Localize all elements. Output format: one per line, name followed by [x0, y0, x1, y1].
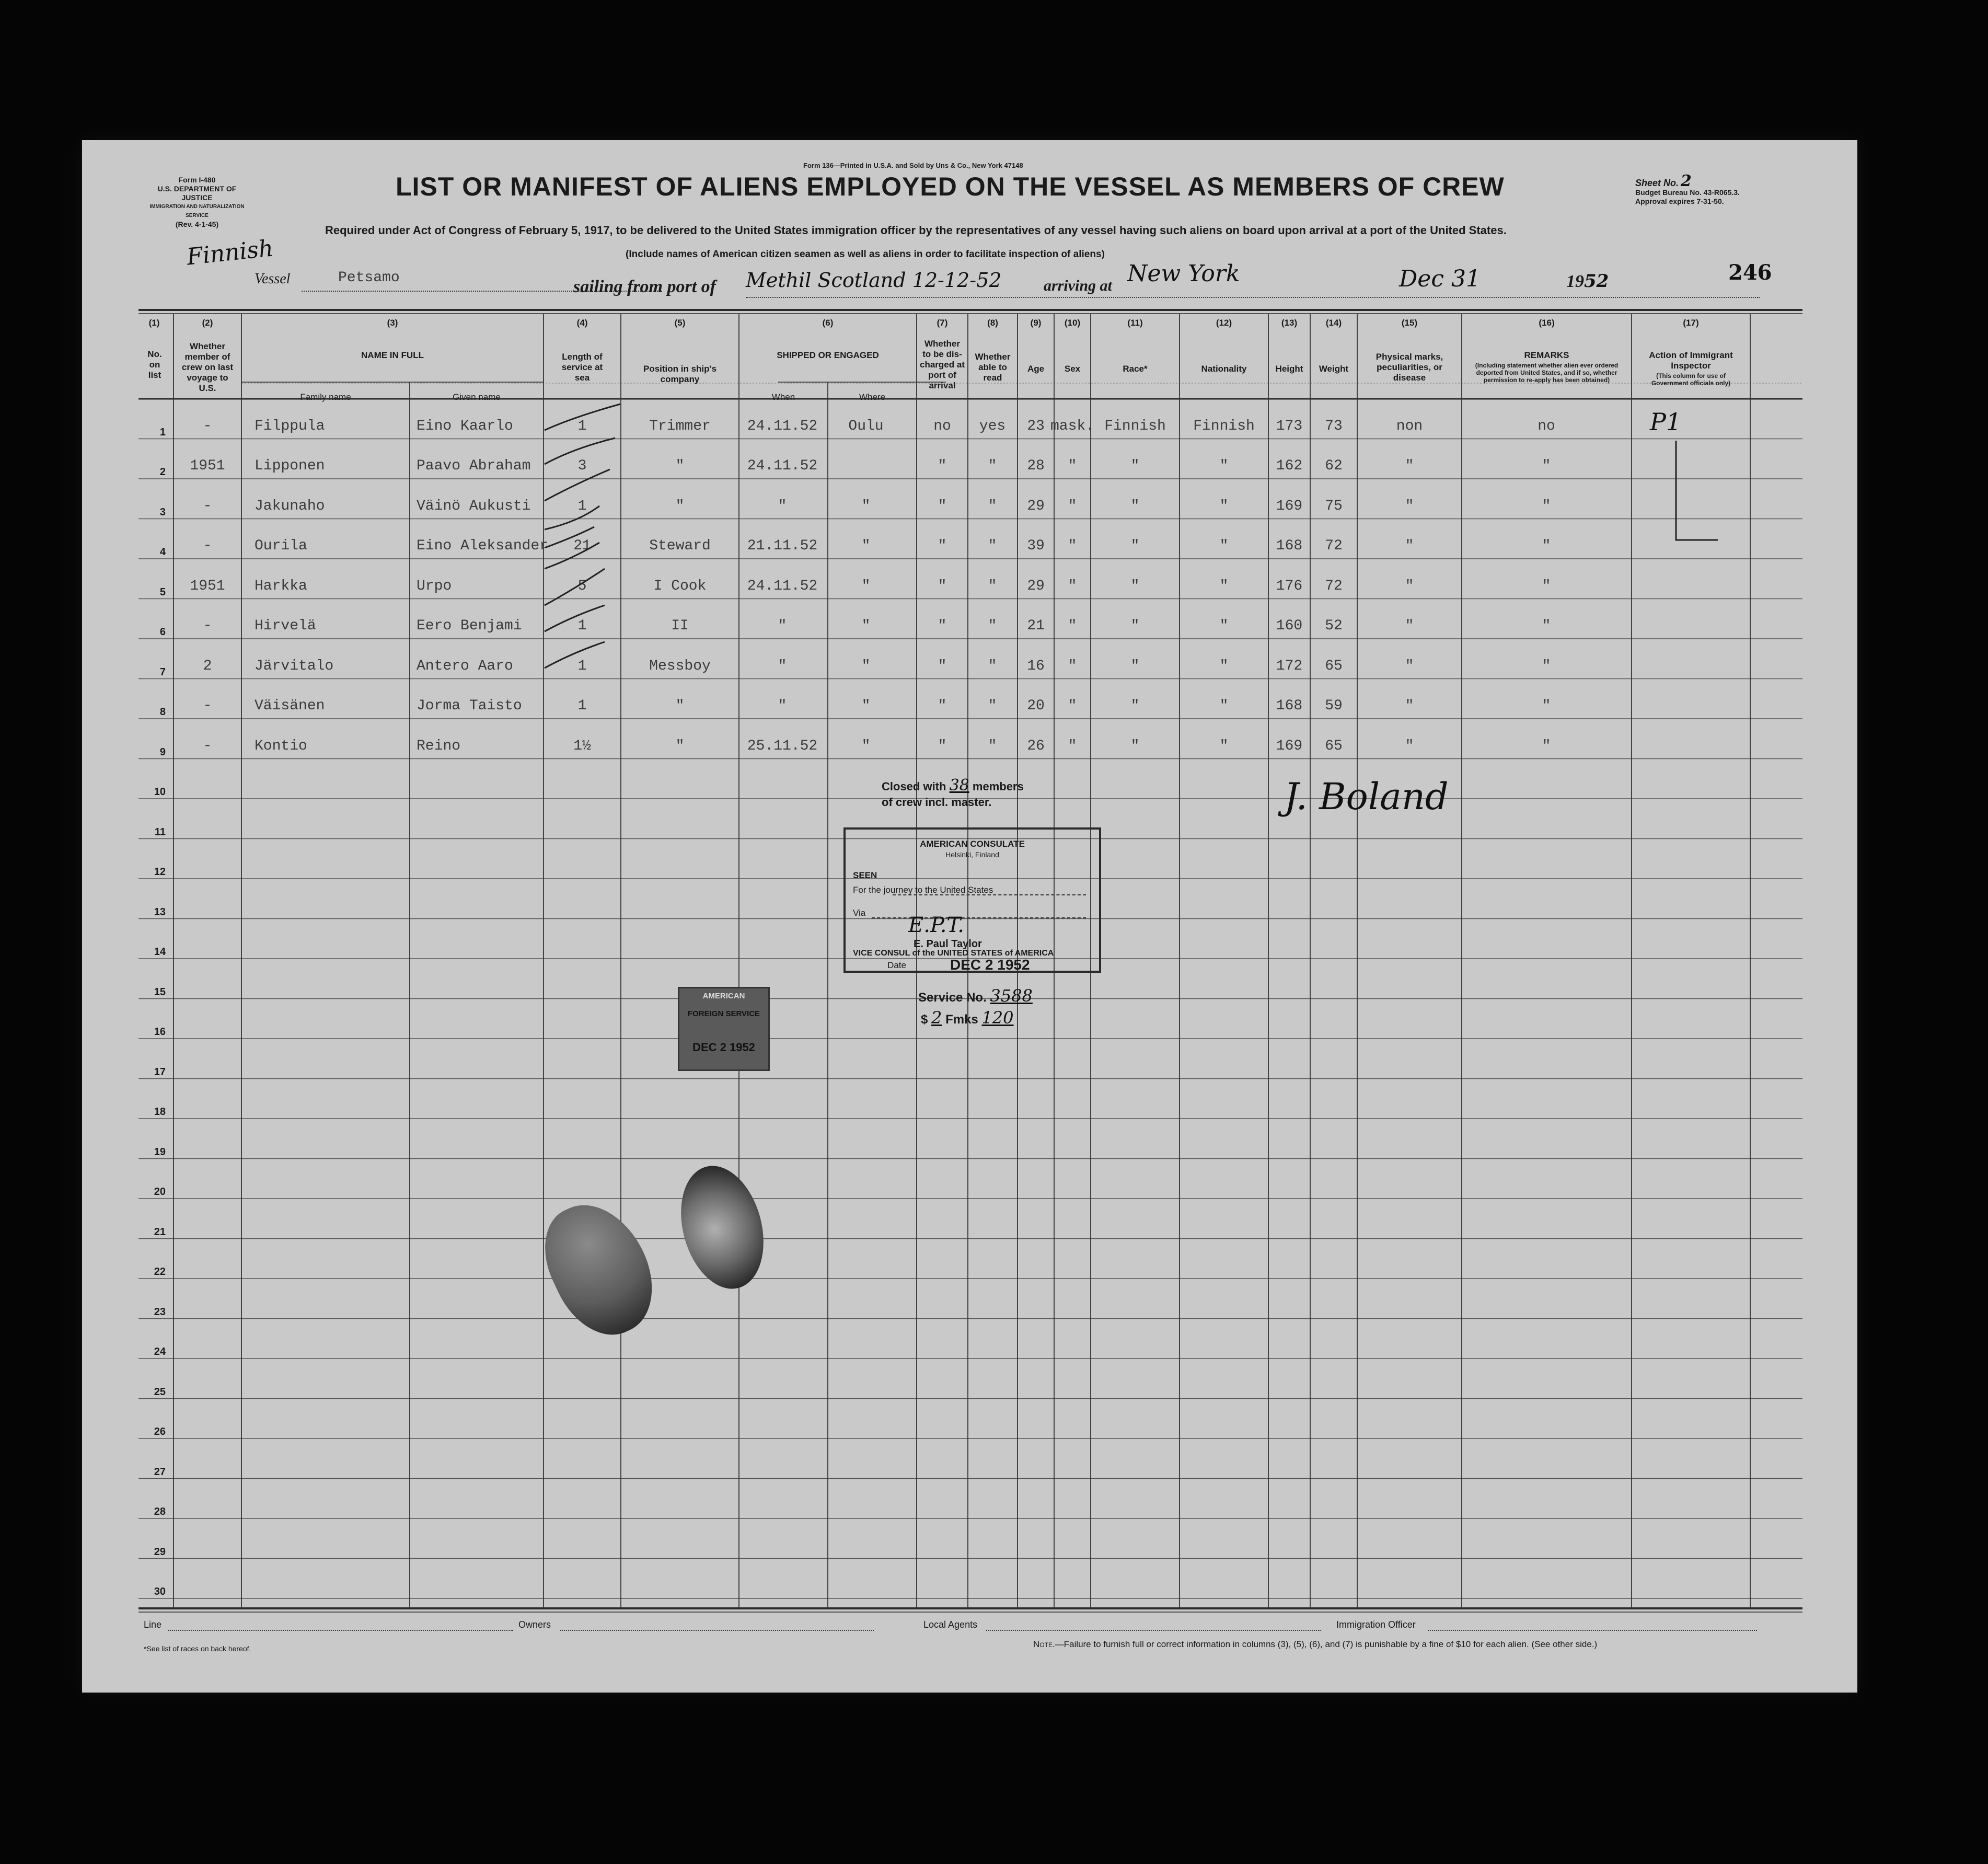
cell-position: "	[675, 698, 685, 714]
col-10-label: Sex	[1064, 364, 1081, 374]
cell-remarks: "	[1542, 738, 1551, 754]
cell-where: "	[861, 738, 871, 754]
consulate-title: AMERICAN CONSULATE	[920, 839, 1025, 849]
cell-position: I Cook	[653, 578, 707, 594]
cell-sex: "	[1068, 738, 1077, 754]
cell-read: "	[988, 738, 997, 754]
cell-remarks: "	[1542, 538, 1551, 554]
cell-sex: "	[1068, 698, 1077, 714]
col-2-label: Whether member of crew on last voyage to U.S.	[181, 341, 234, 393]
cell-weight: 62	[1325, 458, 1343, 474]
row-number: 18	[154, 1106, 166, 1118]
cell-family: Filppula	[255, 418, 325, 434]
cell-given: Reino	[417, 738, 461, 754]
cell-when: "	[778, 658, 787, 674]
row-number: 21	[154, 1226, 166, 1238]
col-3-given: Given name	[453, 392, 501, 402]
cell-family: Ourila	[255, 538, 307, 554]
row-number: 27	[154, 1466, 166, 1478]
row-number: 7	[159, 666, 166, 678]
cell-where: "	[861, 658, 871, 674]
cell-position: "	[675, 498, 685, 514]
fee-stamp-top: AMERICAN	[702, 992, 745, 1000]
cell-prev: 2	[203, 658, 212, 674]
col-15-num: (15)	[1401, 318, 1418, 328]
col-6-where: Where	[859, 392, 886, 402]
footer-owners-label: Owners	[518, 1619, 551, 1630]
fee-revenue-stamp	[678, 987, 770, 1071]
cell-weight: 59	[1325, 698, 1343, 714]
row-number: 11	[154, 826, 166, 838]
row-number: 2	[159, 466, 166, 478]
col-13-num: (13)	[1281, 318, 1298, 328]
cell-position: "	[675, 458, 685, 474]
cell-sex: "	[1068, 658, 1077, 674]
col-11-label: Race*	[1123, 364, 1148, 374]
fee-line	[921, 1008, 1014, 1028]
col-3-family: Family name	[300, 392, 351, 402]
cell-discharged: "	[938, 618, 947, 634]
cell-prev: -	[203, 538, 212, 554]
row-number: 17	[154, 1066, 166, 1078]
cell-marks: "	[1405, 578, 1414, 594]
cell-sex: "	[1068, 458, 1077, 474]
cell-marks: "	[1405, 538, 1414, 554]
cell-sex: mask.	[1050, 418, 1094, 434]
cell-service: 1	[577, 618, 587, 634]
cell-read: "	[988, 458, 997, 474]
consulate-via: Via	[853, 908, 866, 918]
cell-service: 21	[573, 538, 591, 554]
row-number: 24	[154, 1346, 166, 1357]
cell-position: Messboy	[649, 658, 711, 674]
col-11-num: (11)	[1127, 318, 1143, 328]
cell-weight: 65	[1325, 658, 1343, 674]
row-number: 19	[154, 1146, 166, 1158]
year-prefix: 19	[1566, 272, 1584, 291]
department: U.S. DEPARTMENT OF JUSTICE	[157, 185, 237, 202]
col-5-num: (5)	[674, 318, 686, 328]
cell-marks: "	[1405, 618, 1414, 634]
cell-race: "	[1130, 538, 1140, 554]
cell-nationality: "	[1219, 658, 1229, 674]
row-number: 26	[154, 1426, 166, 1437]
cell-nationality: "	[1219, 538, 1229, 554]
consulate-city: Helsinki, Finland	[945, 850, 999, 859]
cell-age: 28	[1027, 458, 1045, 474]
closing-line-1	[882, 778, 1024, 795]
required-text: Required under Act of Congress of February 5, 1917, to be delivered to the United States immigration officer by the representatives of any vessel having such aliens on board upon arrival at a port of the United States.	[325, 224, 1507, 237]
cell-given: Paavo Abraham	[417, 458, 531, 474]
cell-race: "	[1130, 658, 1140, 674]
fee-stamp-middle: FOREIGN SERVICE	[687, 1009, 760, 1018]
cell-service: 5	[577, 578, 587, 594]
cell-family: Harkka	[255, 578, 307, 594]
row-number: 5	[159, 586, 166, 598]
footer-line-label: Line	[144, 1619, 162, 1630]
cell-marks: "	[1405, 458, 1414, 474]
sailing-port: Methil Scotland 12-12-52	[746, 269, 1002, 292]
col-4-label: Length of service at sea	[561, 352, 603, 383]
cell-family: Väisänen	[255, 698, 325, 714]
row-number: 28	[154, 1506, 166, 1517]
row-number: 3	[159, 506, 166, 518]
cell-nationality: "	[1219, 578, 1229, 594]
arriving-label: arriving at	[1044, 277, 1112, 294]
cell-service: 1	[577, 698, 587, 714]
cell-where: "	[861, 698, 871, 714]
manifest-sheet	[82, 140, 1857, 1693]
col-7-label: Whether to be dis-charged at port of arrival	[920, 339, 965, 390]
footer-agents-underline	[986, 1630, 1321, 1631]
cell-race: "	[1130, 698, 1140, 714]
cell-family: Lipponen	[255, 458, 325, 474]
consulate-seen: SEEN	[853, 870, 877, 880]
footer-races-note: *See list of races on back hereof.	[144, 1644, 251, 1653]
cell-given: Urpo	[417, 578, 452, 594]
cell-weight: 72	[1325, 538, 1343, 554]
col-12-num: (12)	[1216, 318, 1232, 328]
cell-weight: 52	[1325, 618, 1343, 634]
cell-given: Antero Aaro	[417, 658, 513, 674]
fee-marks: 120	[981, 1008, 1014, 1028]
row-number: 1	[159, 426, 166, 438]
col-2-num: (2)	[202, 318, 213, 328]
cell-service: 1	[577, 418, 587, 434]
col-12-label: Nationality	[1201, 364, 1247, 374]
row-number: 16	[154, 1026, 166, 1038]
cell-race: "	[1130, 578, 1140, 594]
cell-weight: 73	[1325, 418, 1343, 434]
cell-where: "	[861, 578, 871, 594]
col-16-sub: (Including statement whether alien ever ordered deported from United States, and if so, whether permission to re-apply has been obtained)	[1475, 362, 1619, 384]
cell-when: 24.11.52	[747, 458, 818, 474]
cell-discharged: "	[938, 458, 947, 474]
col-17-label: Action of Immigrant Inspector	[1649, 350, 1733, 371]
cell-read: "	[988, 618, 997, 634]
consul-initials: E.P.T.	[908, 913, 964, 937]
consul-name: E. Paul Taylor	[914, 938, 982, 950]
cell-family: Jakunaho	[255, 498, 325, 514]
cell-age: 23	[1027, 418, 1045, 434]
closing-label: Closed with	[882, 780, 946, 793]
col-6-label: SHIPPED OR ENGAGED	[777, 350, 879, 360]
cell-when: "	[778, 618, 787, 634]
cell-position: "	[675, 738, 685, 754]
page-number: 246	[1728, 260, 1772, 285]
row-number: 25	[154, 1386, 166, 1398]
col-17-sub: (This column for use of Government officials only)	[1651, 372, 1731, 387]
cell-position: Trimmer	[649, 418, 711, 434]
cell-prev: -	[203, 498, 212, 514]
row-number: 13	[154, 906, 166, 918]
col-7-num: (7)	[937, 318, 948, 328]
page-title: LIST OR MANIFEST OF ALIENS EMPLOYED ON THE VESSEL AS MEMBERS OF CREW	[396, 172, 1505, 201]
cell-age: 29	[1027, 578, 1045, 594]
arriving-port: New York	[1127, 260, 1240, 287]
cell-nationality: Finnish	[1193, 418, 1255, 434]
cell-height: 160	[1276, 618, 1303, 634]
cell-height: 168	[1276, 538, 1303, 554]
vessel-label: Vessel	[255, 271, 291, 287]
cell-when: 25.11.52	[747, 738, 818, 754]
col-9-label: Age	[1027, 364, 1045, 374]
cell-where: "	[861, 538, 871, 554]
footer-officer-label: Immigration Officer	[1336, 1619, 1416, 1630]
cell-given: Väinö Aukusti	[417, 498, 531, 514]
service-name: IMMIGRATION AND NATURALIZATION SERVICE	[149, 204, 245, 218]
cell-nationality: "	[1219, 458, 1229, 474]
cell-remarks: "	[1542, 698, 1551, 714]
cell-remarks: "	[1542, 458, 1551, 474]
cell-remarks: "	[1542, 618, 1551, 634]
col-5-label: Position in ship's company	[643, 364, 717, 384]
printer-line: Form 136—Printed in U.S.A. and Sold by Uns & Co., New York 47148	[803, 162, 1023, 169]
cell-when: "	[778, 498, 787, 514]
crew-count: 38	[949, 776, 969, 795]
consul-office: VICE CONSUL of the UNITED STATES of AMERICA	[853, 949, 1054, 958]
row-number: 22	[154, 1266, 166, 1278]
row-number: 8	[159, 706, 166, 718]
cell-remarks: "	[1542, 498, 1551, 514]
cell-service: 1½	[573, 738, 591, 754]
col-9-num: (9)	[1030, 318, 1042, 328]
cell-prev: -	[203, 418, 212, 434]
row-number: 15	[154, 986, 166, 998]
cell-sex: "	[1068, 538, 1077, 554]
fee-dollars: 2	[931, 1008, 942, 1028]
cell-where: "	[861, 498, 871, 514]
cell-discharged: "	[938, 658, 947, 674]
row-number: 30	[154, 1586, 166, 1597]
cell-when: 21.11.52	[747, 538, 818, 554]
cell-height: 169	[1276, 498, 1303, 514]
col-14-label: Weight	[1319, 364, 1349, 374]
include-note: (Include names of American citizen seamen as well as aliens in order to facilitate inspection of aliens)	[626, 249, 1105, 260]
cell-discharged: "	[938, 578, 947, 594]
col-6-num: (6)	[822, 318, 834, 328]
col-16-label: REMARKS	[1524, 350, 1569, 360]
cell-discharged: "	[938, 698, 947, 714]
cell-age: 21	[1027, 618, 1045, 634]
vessel-name: Petsamo	[338, 270, 400, 286]
closing-note	[882, 778, 1024, 810]
row-number: 10	[154, 786, 166, 798]
cell-marks: "	[1405, 658, 1414, 674]
cell-height: 168	[1276, 698, 1303, 714]
row-number: 29	[154, 1546, 166, 1558]
cell-position: Steward	[649, 538, 711, 554]
row-number: 9	[159, 746, 166, 758]
cell-height: 173	[1276, 418, 1303, 434]
cell-nationality: "	[1219, 698, 1229, 714]
cell-weight: 72	[1325, 578, 1343, 594]
form-number: Form I-480	[178, 176, 216, 184]
sheet-label: Sheet No.	[1635, 178, 1679, 188]
cell-remarks: no	[1538, 418, 1555, 434]
fee-stamp-date: DEC 2 1952	[692, 1041, 755, 1054]
cell-where: "	[861, 618, 871, 634]
footer-penalty-note	[1033, 1639, 1597, 1650]
cell-remarks: "	[1542, 578, 1551, 594]
cell-height: 169	[1276, 738, 1303, 754]
footer-officer-underline	[1428, 1630, 1757, 1631]
cell-where: Oulu	[848, 418, 884, 434]
date-label: Date	[887, 960, 906, 970]
cell-marks: "	[1405, 698, 1414, 714]
cell-family: Kontio	[255, 738, 307, 754]
footer-agents-label: Local Agents	[923, 1619, 978, 1630]
cell-read: "	[988, 498, 997, 514]
cell-family: Järvitalo	[255, 658, 334, 674]
row-number: 12	[154, 866, 166, 878]
cell-family: Hirvelä	[255, 618, 316, 634]
row-number: 20	[154, 1186, 166, 1198]
row-number: 6	[159, 626, 166, 638]
col-13-label: Height	[1275, 364, 1303, 374]
cell-given: Eino Kaarlo	[417, 418, 513, 434]
closing-line-2: of crew incl. master.	[882, 796, 992, 809]
cell-age: 29	[1027, 498, 1045, 514]
cell-height: 162	[1276, 458, 1303, 474]
cell-given: Jorma Taisto	[417, 698, 522, 714]
cell-age: 16	[1027, 658, 1045, 674]
sheet-value: 2	[1680, 172, 1692, 190]
cell-read: yes	[979, 418, 1006, 434]
service-number: 3588	[990, 986, 1033, 1006]
cell-prev: -	[203, 698, 212, 714]
cell-discharged: "	[938, 738, 947, 754]
cell-service: 3	[577, 458, 587, 474]
cell-read: "	[988, 538, 997, 554]
cell-marks: "	[1405, 738, 1414, 754]
cell-race: "	[1130, 498, 1140, 514]
col-1-num: (1)	[148, 318, 160, 328]
cell-prev: -	[203, 618, 212, 634]
inspector-action: P1	[1650, 407, 1682, 436]
cell-remarks: "	[1542, 658, 1551, 674]
cell-age: 39	[1027, 538, 1045, 554]
revision: (Rev. 4-1-45)	[175, 220, 219, 228]
cell-when: 24.11.52	[747, 418, 818, 434]
fee-dollar-sign: $	[921, 1012, 928, 1027]
members-label: members	[972, 780, 1024, 793]
footer-line-underline	[168, 1630, 513, 1631]
cell-age: 20	[1027, 698, 1045, 714]
cell-prev: 1951	[190, 578, 225, 594]
cell-sex: "	[1068, 498, 1077, 514]
sailing-label: sailing from port of	[573, 277, 716, 296]
approval-line: Approval expires 7-31-50.	[1635, 197, 1724, 205]
journey-underline	[893, 894, 1086, 895]
cell-race: "	[1130, 458, 1140, 474]
cell-height: 172	[1276, 658, 1303, 674]
col-8-num: (8)	[987, 318, 998, 328]
cell-position: II	[671, 618, 689, 634]
col-10-num: (10)	[1064, 318, 1081, 328]
cell-race: "	[1130, 738, 1140, 754]
col-3-label: NAME IN FULL	[361, 350, 424, 360]
consulate-journey: For the journey to the United States	[853, 885, 993, 895]
fee-marks-label: Fmks	[945, 1012, 978, 1027]
col-1-label: No. on list	[147, 349, 162, 380]
cell-nationality: "	[1219, 738, 1229, 754]
cell-service: 1	[577, 658, 587, 674]
cell-marks: non	[1396, 418, 1423, 434]
cell-read: "	[988, 698, 997, 714]
cell-discharged: "	[938, 538, 947, 554]
action-bracket	[1645, 430, 1739, 550]
service-checkmarks	[542, 401, 626, 694]
cell-age: 26	[1027, 738, 1045, 754]
master-signature: J. Boland	[1284, 775, 1449, 818]
budget-line: Budget Bureau No. 43-R065.3.	[1635, 188, 1740, 197]
col-15-label: Physical marks, peculiarities, or disease	[1376, 352, 1443, 383]
cell-given: Eino Aleksander	[417, 538, 549, 554]
cell-nationality: "	[1219, 618, 1229, 634]
col-16-num: (16)	[1539, 318, 1555, 328]
cell-discharged: "	[938, 498, 947, 514]
cell-nationality: "	[1219, 498, 1229, 514]
arrival-date: Dec 31	[1399, 266, 1481, 292]
col-4-num: (4)	[576, 318, 588, 328]
col-3-num: (3)	[387, 318, 398, 328]
col-14-num: (14)	[1325, 318, 1342, 328]
cell-when: "	[778, 698, 787, 714]
cell-marks: "	[1405, 498, 1414, 514]
cell-prev: 1951	[190, 458, 225, 474]
row-number: 14	[154, 946, 166, 958]
footer-owners-underline	[560, 1630, 874, 1631]
via-underline	[872, 917, 1086, 918]
consulate-date: DEC 2 1952	[950, 957, 1030, 973]
cell-service: 1	[577, 498, 587, 514]
cell-race: Finnish	[1104, 418, 1166, 434]
col-6-when: When	[771, 392, 795, 402]
service-number-line	[918, 986, 1033, 1006]
row-number: 23	[154, 1306, 166, 1318]
cell-race: "	[1130, 618, 1140, 634]
cell-read: "	[988, 658, 997, 674]
cell-height: 176	[1276, 578, 1303, 594]
consulate-stamp	[843, 827, 1101, 973]
cell-weight: 75	[1325, 498, 1343, 514]
cell-read: "	[988, 578, 997, 594]
year-suffix: 52	[1584, 271, 1609, 292]
note-text: —Failure to furnish full or correct information in columns (3), (5), (6), and (7) is punishable by a fine of $10 for each alien. (See other side.)	[1055, 1639, 1598, 1649]
cell-given: Eero Benjami	[417, 618, 522, 634]
cell-sex: "	[1068, 618, 1077, 634]
row-number: 4	[159, 546, 166, 558]
cell-when: 24.11.52	[747, 578, 818, 594]
cell-prev: -	[203, 738, 212, 754]
service-label: Service No.	[918, 991, 987, 1005]
cell-weight: 65	[1325, 738, 1343, 754]
flag-handwritten: Finnish	[185, 235, 275, 271]
note-label: Note.	[1033, 1639, 1055, 1649]
col-17-num: (17)	[1683, 318, 1699, 328]
col-8-label: Whether able to read	[975, 352, 1011, 383]
cell-sex: "	[1068, 578, 1077, 594]
cell-discharged: no	[933, 418, 951, 434]
